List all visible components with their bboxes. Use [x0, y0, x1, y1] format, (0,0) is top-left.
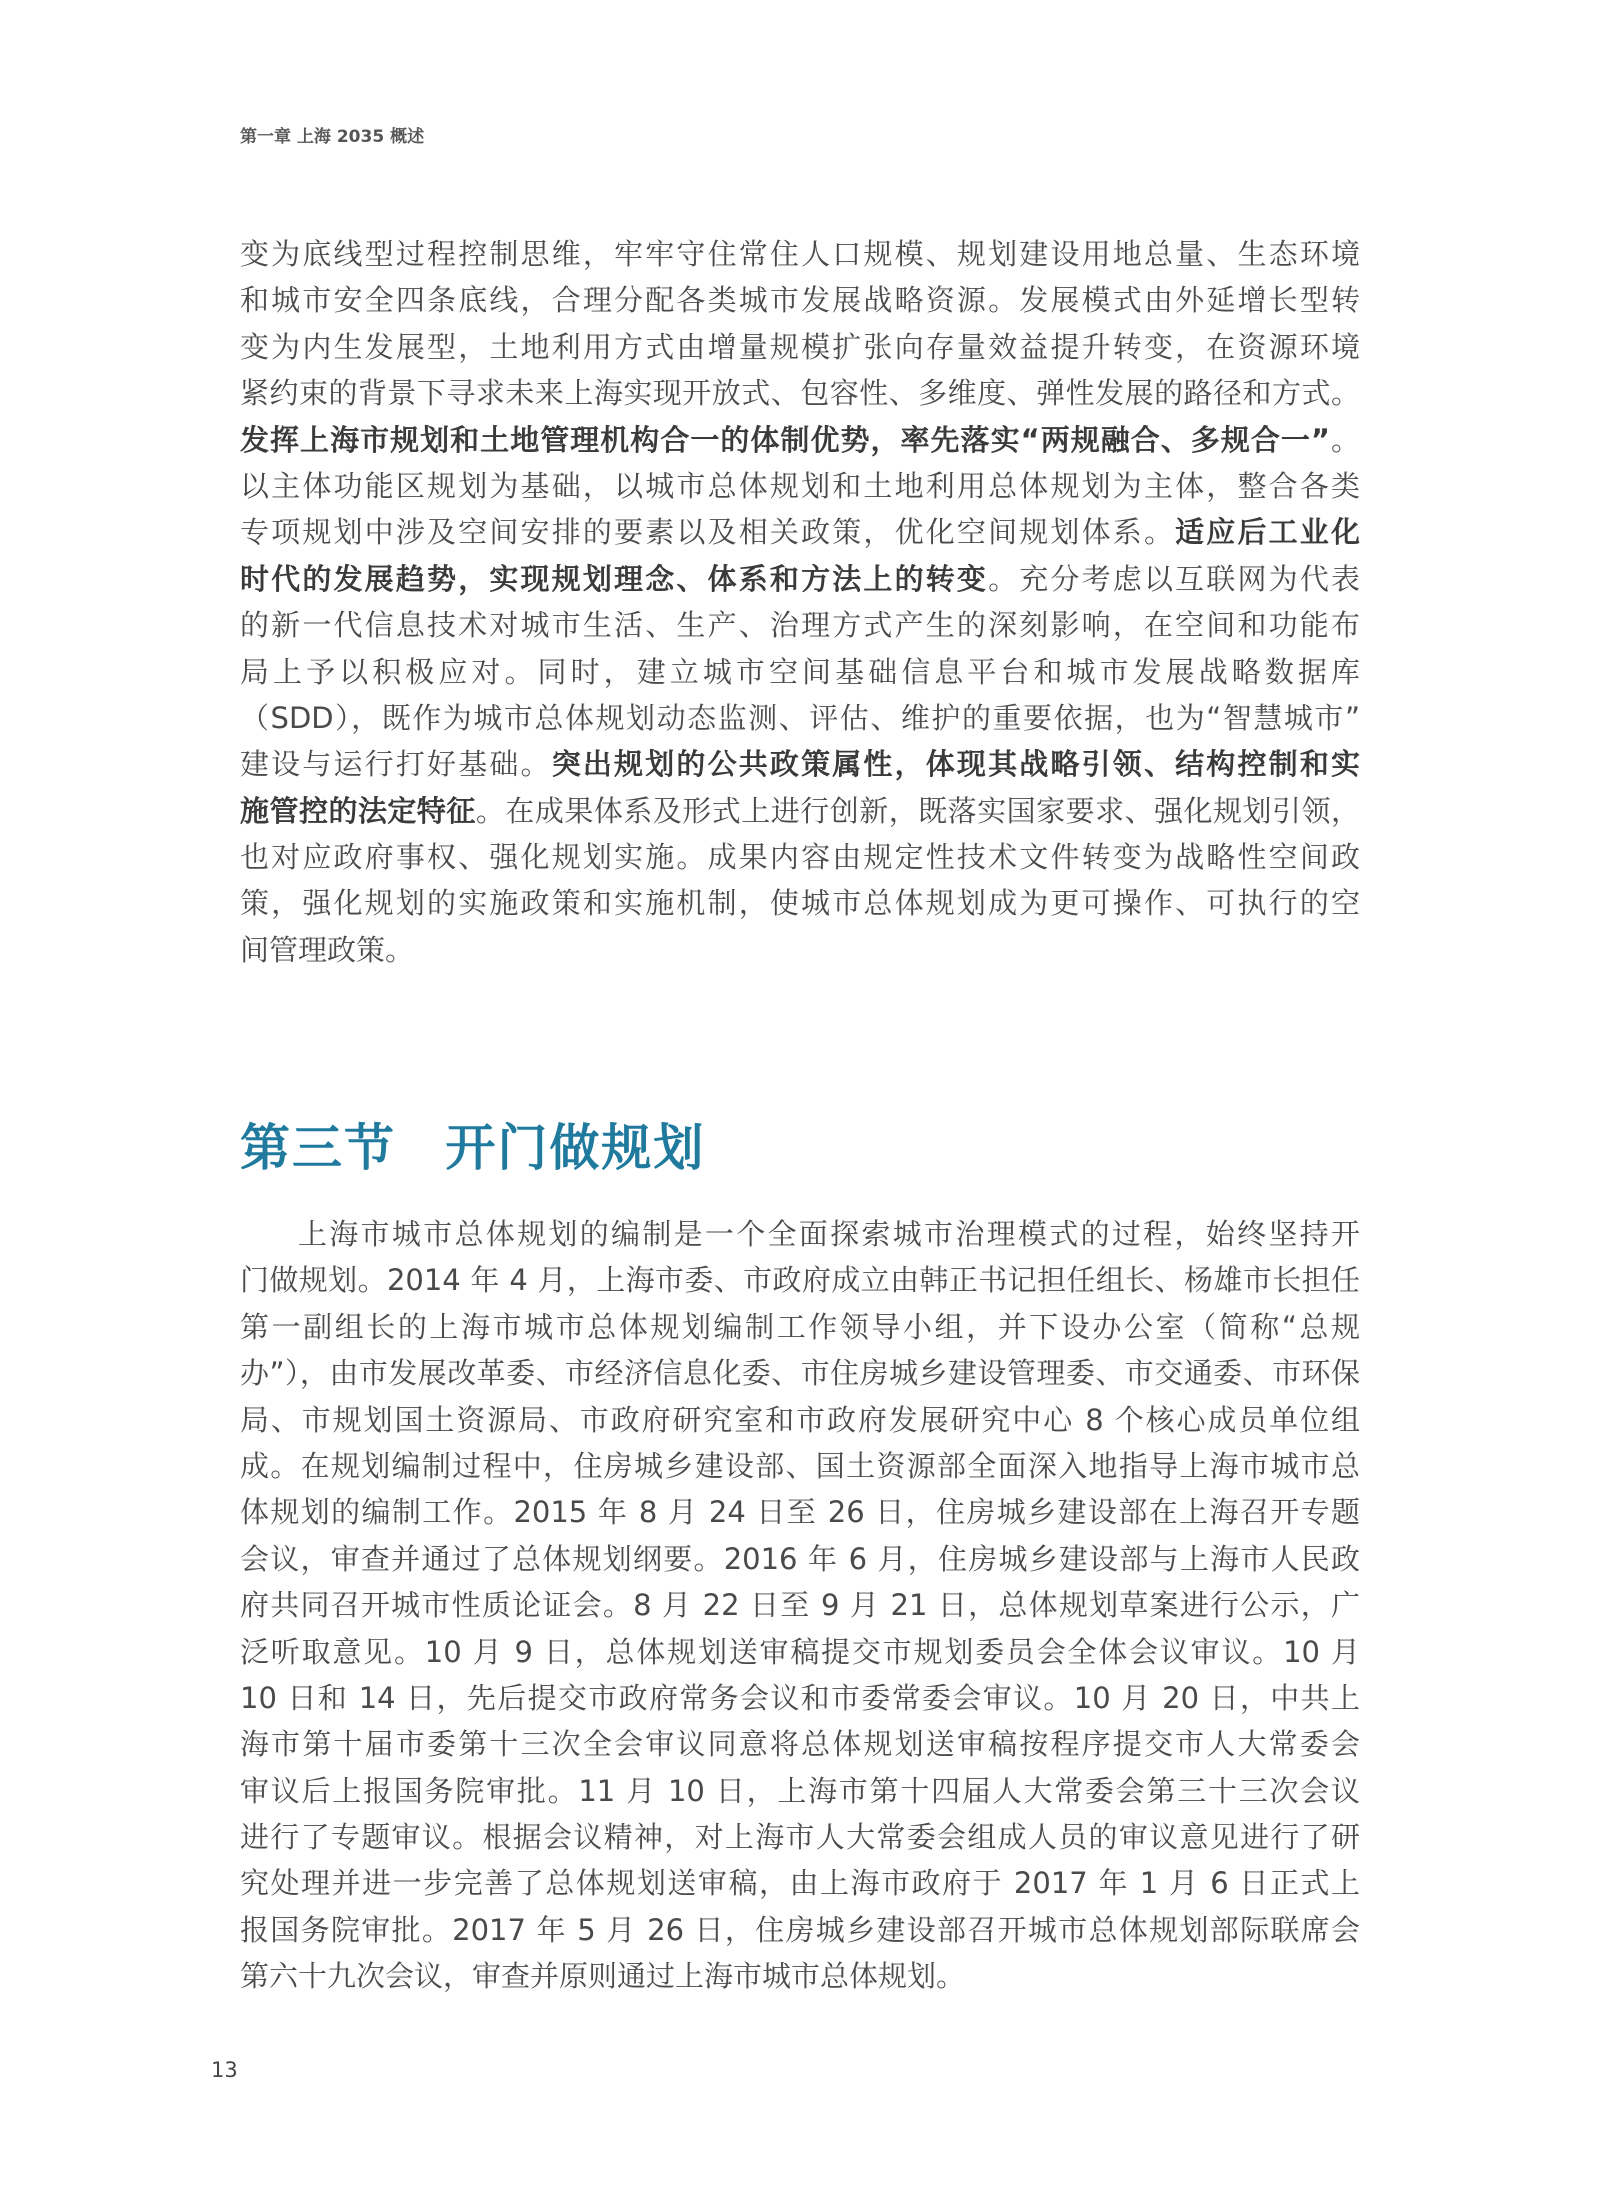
bold-text: 时代的发展趋势，实现规划理念、体系和方法上的转变 — [240, 561, 989, 596]
text-run: 究处理并进一步完善了总体规划送审稿，由上海市政府于 2017 年 1 月 6 日正式上 — [240, 1866, 1360, 1901]
text-line — [240, 695, 1360, 741]
text-line — [240, 1397, 1360, 1443]
text-run: 10 日和 14 日，先后提交市政府常务会议和市委常委会审议。10 月 20 日，中共上 — [240, 1680, 1360, 1715]
running-head: 第一章 上海 2035 概述 — [240, 127, 425, 147]
text-run: 也对应政府事权、强化规划实施。成果内容由规定性技术文件转变为战略性空间政 — [240, 840, 1360, 875]
text-run: 。 — [1329, 422, 1360, 457]
bold-text: 适应后工业化 — [1175, 515, 1360, 550]
text-line — [240, 1304, 1360, 1350]
text-line — [240, 1629, 1360, 1675]
text-run: 第一副组长的上海市城市总体规划编制工作领导小组，并下设办公室（简称“总规 — [240, 1309, 1360, 1344]
text-run: 专项规划中涉及空间安排的要素以及相关政策，优化空间规划体系。 — [240, 515, 1176, 550]
text-line — [240, 1489, 1360, 1535]
text-run: 。充分考虑以互联网为代表 — [988, 561, 1360, 596]
text-run: 建设与运行打好基础。 — [240, 747, 552, 782]
page-number: 13 — [211, 2058, 238, 2082]
text-line — [240, 463, 1360, 509]
body-paragraph — [240, 1211, 1360, 2000]
text-run: 局、市规划国土资源局、市政府研究室和市政府发展研究中心 8 个核心成员单位组 — [240, 1402, 1360, 1437]
text-line — [240, 277, 1360, 323]
text-line — [240, 1536, 1360, 1582]
text-line — [240, 788, 1360, 834]
text-line — [240, 649, 1360, 695]
text-run: 间管理政策。 — [240, 932, 415, 967]
text-run: 和城市安全四条底线，合理分配各类城市发展战略资源。发展模式由外延增长型转 — [240, 283, 1360, 318]
text-line — [240, 1211, 1360, 1257]
text-line — [240, 741, 1360, 787]
text-run: 以主体功能区规划为基础，以城市总体规划和土地利用总体规划为主体，整合各类 — [240, 468, 1360, 503]
text-line — [240, 1814, 1360, 1860]
text-run: 门做规划。2014 年 4 月，上海市委、市政府成立由韩正书记担任组长、杨雄市长担任 — [240, 1263, 1360, 1298]
text-line — [240, 1350, 1360, 1396]
text-line — [240, 1721, 1360, 1767]
text-line — [240, 1953, 1360, 1999]
text-line — [240, 1675, 1360, 1721]
text-run: 审议后上报国务院审批。11 月 10 日，上海市第十四届人大常委会第三十三次会议 — [240, 1773, 1360, 1808]
text-line — [240, 880, 1360, 926]
text-line — [240, 1768, 1360, 1814]
text-line — [240, 1257, 1360, 1303]
text-line — [240, 1860, 1360, 1906]
text-run: 第六十九次会议，审查并原则通过上海市城市总体规划。 — [240, 1959, 966, 1994]
text-run: 。在成果体系及形式上进行创新，既落实国家要求、强化规划引领， — [475, 793, 1360, 828]
text-run: 的新一代信息技术对城市生活、生产、治理方式产生的深刻影响，在空间和功能布 — [240, 608, 1360, 643]
bold-text: 突出规划的公共政策属性，体现其战略引领、结构控制和实 — [551, 747, 1360, 782]
text-run: 局上予以积极应对。同时，建立城市空间基础信息平台和城市发展战略数据库 — [240, 654, 1360, 689]
text-run: 泛听取意见。10 月 9 日，总体规划送审稿提交市规划委员会全体会议审议。10 月 — [240, 1634, 1360, 1669]
bold-text: 发挥上海市规划和土地管理机构合一的体制优势，率先落实“两规融合、多规合一” — [240, 422, 1330, 457]
text-line — [240, 1443, 1360, 1489]
text-line — [240, 834, 1360, 880]
text-run: （SDD），既作为城市总体规划动态监测、评估、维护的重要依据，也为“智慧城市” — [240, 700, 1360, 735]
text-run: 海市第十届市委第十三次全会审议同意将总体规划送审稿按程序提交市人大常委会 — [240, 1727, 1360, 1762]
text-line — [240, 324, 1360, 370]
text-run: 进行了专题审议。根据会议精神，对上海市人大常委会组成人员的审议意见进行了研 — [240, 1820, 1360, 1855]
text-run: 变为底线型过程控制思维，牢牢守住常住人口规模、规划建设用地总量、生态环境 — [240, 237, 1360, 271]
text-line — [240, 417, 1360, 463]
text-line — [240, 1582, 1360, 1628]
text-line — [240, 927, 1360, 973]
text-run: 紧约束的背景下寻求未来上海实现开放式、包容性、多维度、弹性发展的路径和方式。 — [240, 376, 1360, 411]
text-line — [240, 602, 1360, 648]
text-run: 上海市城市总体规划的编制是一个全面探索城市治理模式的过程，始终坚持开 — [298, 1217, 1360, 1251]
body-paragraph-continued — [240, 231, 1360, 973]
text-run: 体规划的编制工作。2015 年 8 月 24 日至 26 日，住房城乡建设部在上海召开专题 — [240, 1495, 1360, 1530]
text-run: 办”），由市发展改革委、市经济信息化委、市住房城乡建设管理委、市交通委、市环保 — [240, 1356, 1360, 1391]
text-run: 成。在规划编制过程中，住房城乡建设部、国土资源部全面深入地指导上海市城市总 — [240, 1448, 1360, 1483]
bold-text: 施管控的法定特征 — [240, 793, 476, 828]
text-line — [240, 556, 1360, 602]
text-line — [240, 1907, 1360, 1953]
text-run: 会议，审查并通过了总体规划纲要。2016 年 6 月，住房城乡建设部与上海市人民政 — [240, 1541, 1360, 1576]
text-run: 变为内生发展型，土地利用方式由增量规模扩张向存量效益提升转变，在资源环境 — [240, 329, 1360, 364]
text-line — [240, 231, 1360, 277]
section-title: 第三节 开门做规划 — [240, 1119, 706, 1177]
text-run: 府共同召开城市性质论证会。8 月 22 日至 9 月 21 日，总体规划草案进行公示，广 — [240, 1588, 1360, 1623]
text-line — [240, 509, 1360, 555]
text-run: 报国务院审批。2017 年 5 月 26 日，住房城乡建设部召开城市总体规划部际联席会 — [240, 1912, 1360, 1947]
text-run: 策，强化规划的实施政策和实施机制，使城市总体规划成为更可操作、可执行的空 — [240, 886, 1360, 921]
text-line — [240, 370, 1360, 416]
